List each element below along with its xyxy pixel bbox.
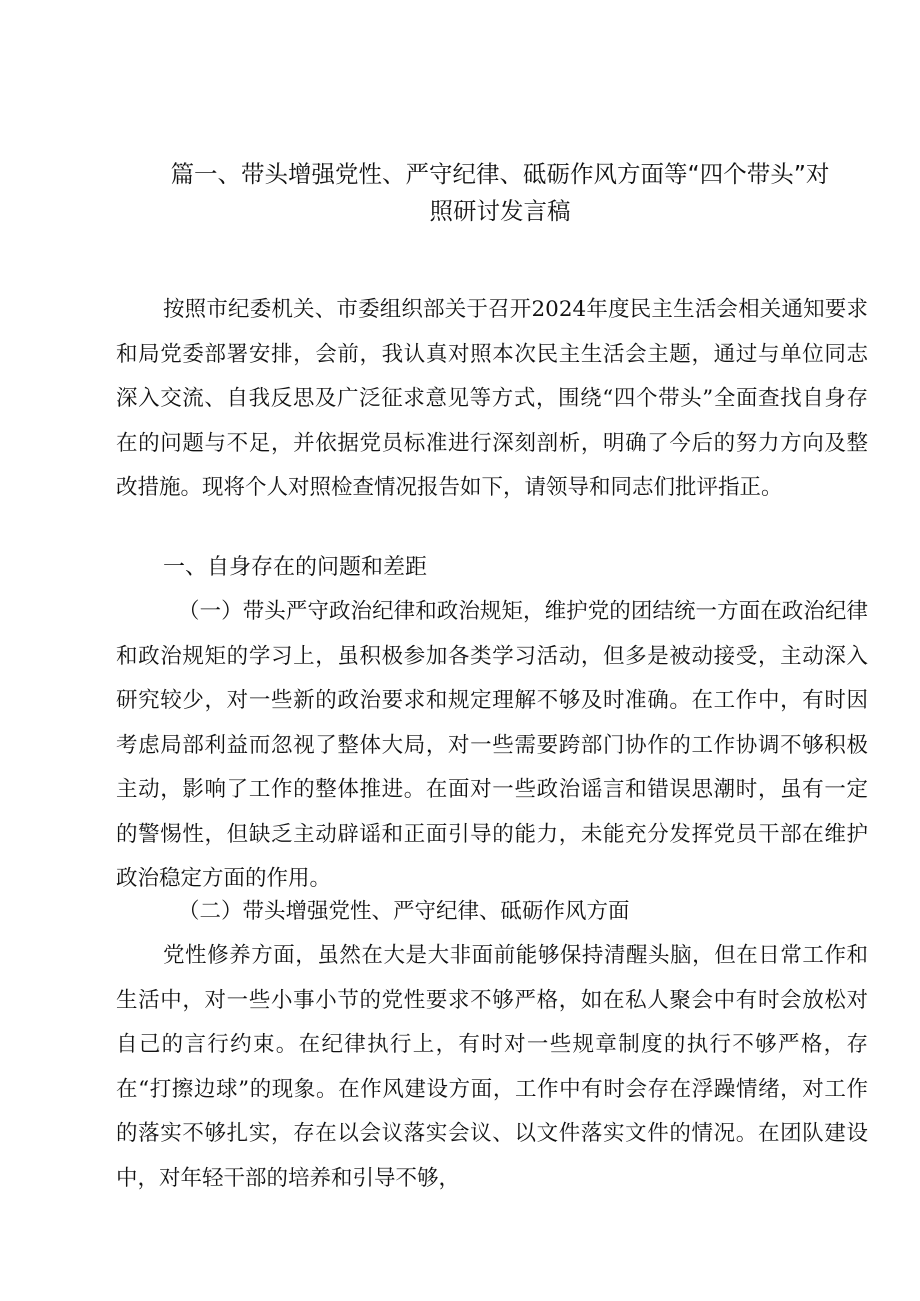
section-1-paragraph: （一）带头严守政治纪律和政治规矩，维护党的团结统一方面在政治纪律和政治规矩的学习上，虽积极参加各类学习活动，但多是被动接受，主动深入研究较少，对一些新的政治要求和规定理解不够及时准确。在工作中，有时因考虑局部利益而忽视了整体大局，对一些需要跨部门协作的工作协调不够积极主动，影响了工作的整体推进。在面对一些政治谣言和错误思潮时，虽有一定的警惕性，但缺乏主动辟谣和正面引导的能力，未能充分发挥党员干部在维护政治稳定方面的作用。 [116,599,868,891]
title-line-2: 照研讨发言稿 [429,197,571,225]
document-title [150,156,850,230]
title-line-1: 篇一、带头增强党性、严守纪律、砥砺作风方面等“四个带头”对 [170,160,830,188]
intro-paragraph: 按照市纪委机关、市委组织部关于召开2024年度民主生活会相关通知要求和局党委部署安排，会前，我认真对照本次民主生活会主题，通过与单位同志深入交流、自我反思及广泛征求意见等方式，围绕“四个带头”全面查找自身存在的问题与不足，并依据党员标准进行深刻剖析，明确了今后的努力方向及整改措施。现将个人对照检查情况报告如下，请领导和同志们批评指正。 [116,297,868,500]
section-2-paragraph: 党性修养方面，虽然在大是大非面前能够保持清醒头脑，但在日常工作和生活中，对一些小事小节的党性要求不够严格，如在私人聚会中有时会放松对自己的言行约束。在纪律执行上，有时对一些规章制度的执行不够严格，存在“打擦边球”的现象。在作风建设方面，工作中有时会存在浮躁情绪，对工作的落实不够扎实，存在以会议落实会议、以文件落实文件的情况。在团队建设中，对年轻干部的培养和引导不够， [116,943,868,1191]
subsection-heading-2: （二）带头增强党性、严守纪律、砥砺作风方面 [178,899,630,924]
section-heading-1: 一、自身存在的问题和差距 [163,555,428,580]
